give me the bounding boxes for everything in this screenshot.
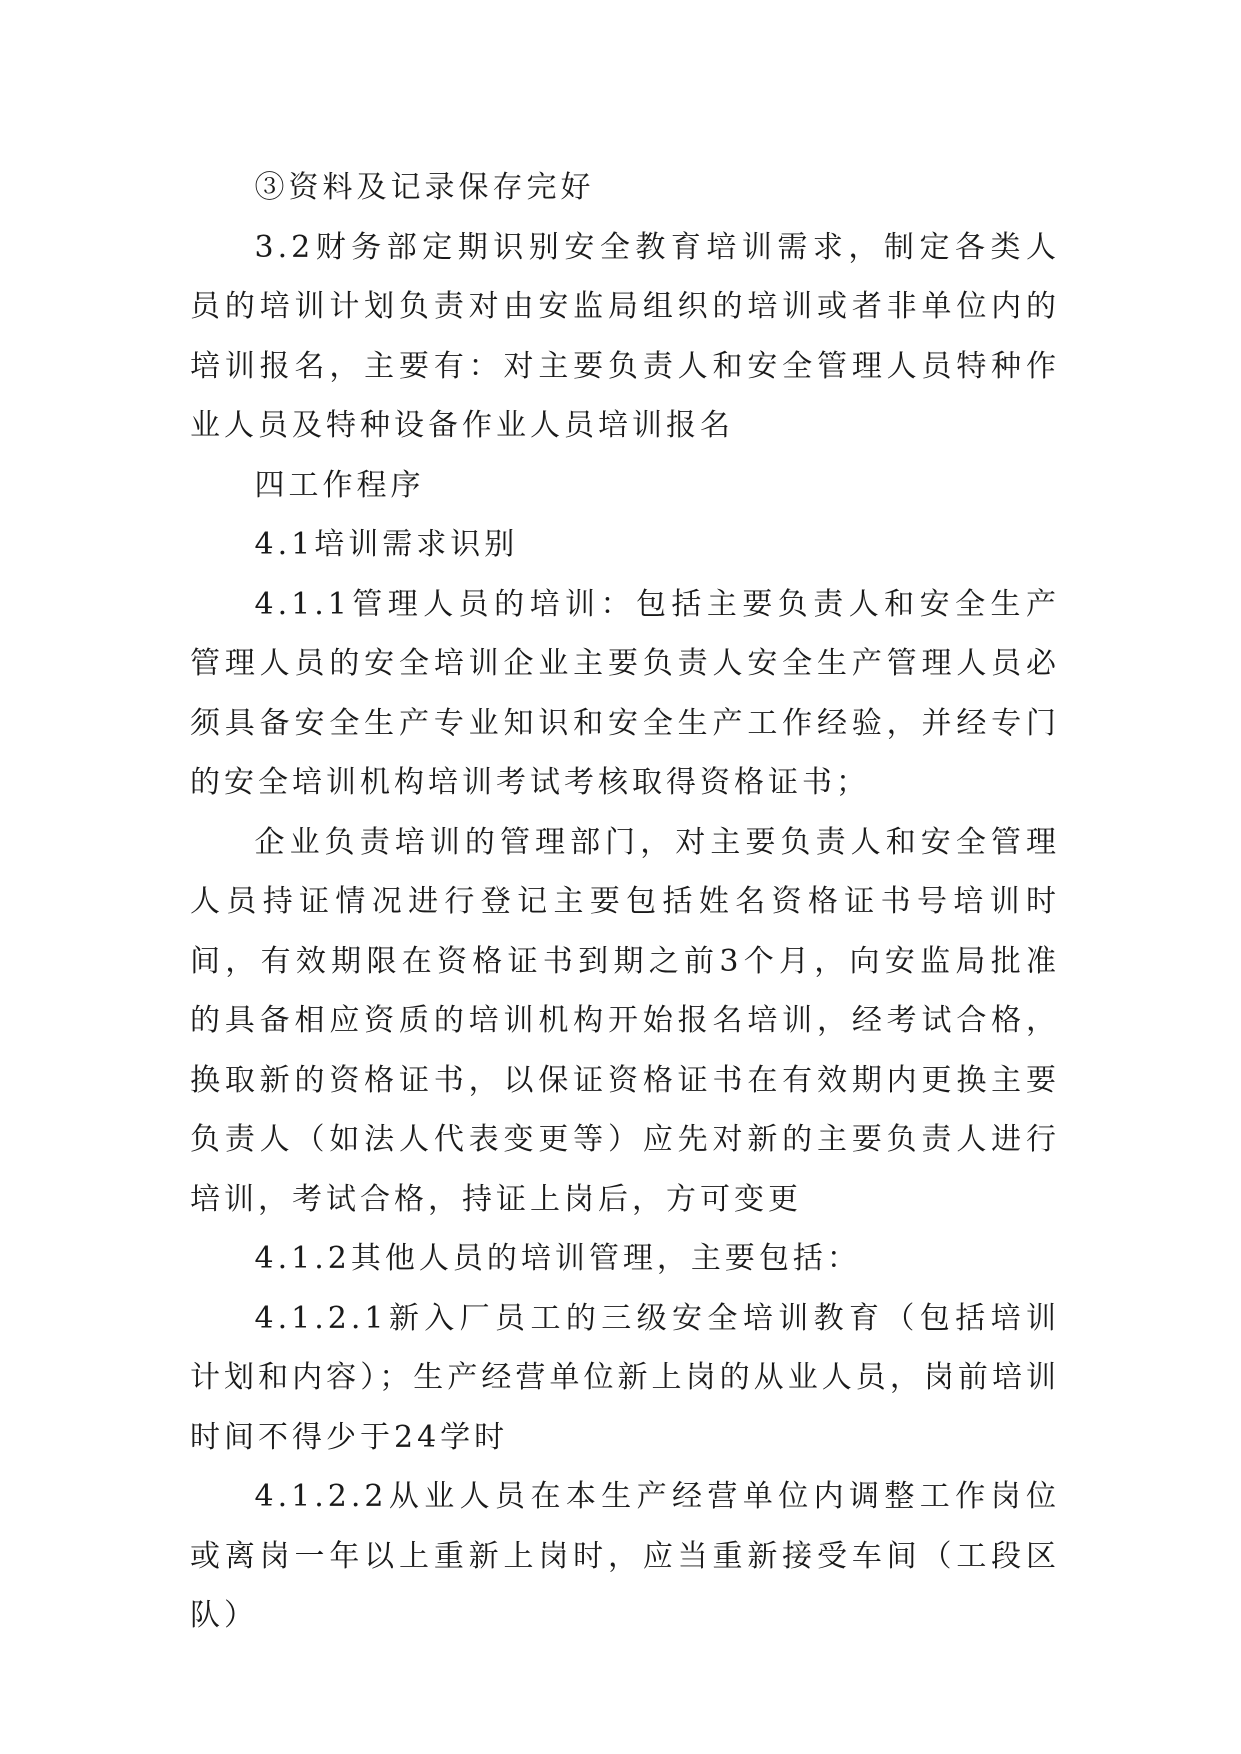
paragraph-materials-records: ③资料及记录保存完好	[254, 170, 595, 205]
paragraph-certificate-registration: 企业负责培训的管理部门，对主要负责人和安全管理人员持证情况进行登记主要包括姓名资格证书号培训时间，有效期限在资格证书到期之前3个月，向安监局批准的具备相应资质的培训机构开始报名培训，经考试合格，换取新的资格证书，以保证资格证书在有效期内更换主要负责人（如法人代表变更等）应先对新的主要负责人进行培训，考试合格，持证上岗后，方可变更	[190, 824, 1060, 1217]
subheading-4-1-training-needs: 4.1培训需求识别	[254, 527, 519, 562]
document-body	[190, 158, 1060, 1646]
section-heading-work-procedure: 四工作程序	[254, 467, 425, 503]
paragraph-4-1-2-other-personnel: 4.1.2其他人员的培训管理，主要包括：	[254, 1241, 861, 1276]
paragraph-4-1-2-2-job-transfer: 4.1.2.2从业人员在本生产经营单位内调整工作岗位或离岗一年以上重新上岗时，应当重新接受车间（工段区队）	[190, 1479, 1060, 1633]
paragraph-4-1-1-management-training: 4.1.1管理人员的培训：包括主要负责人和安全生产管理人员的安全培训企业主要负责人安全生产管理人员必须具备安全生产专业知识和安全生产工作经验，并经专门的安全培训机构培训考试考核取得资格证书；	[190, 586, 1060, 800]
paragraph-3-2-finance-training: 3.2财务部定期识别安全教育培训需求，制定各类人员的培训计划负责对由安监局组织的培训或者非单位内的培训报名，主要有：对主要负责人和安全管理人员特种作业人员及特种设备作业人员培训报名	[190, 229, 1060, 443]
paragraph-4-1-2-1-new-employees: 4.1.2.1新入厂员工的三级安全培训教育（包括培训计划和内容）；生产经营单位新上岗的从业人员，岗前培训时间不得少于24学时	[190, 1300, 1060, 1455]
